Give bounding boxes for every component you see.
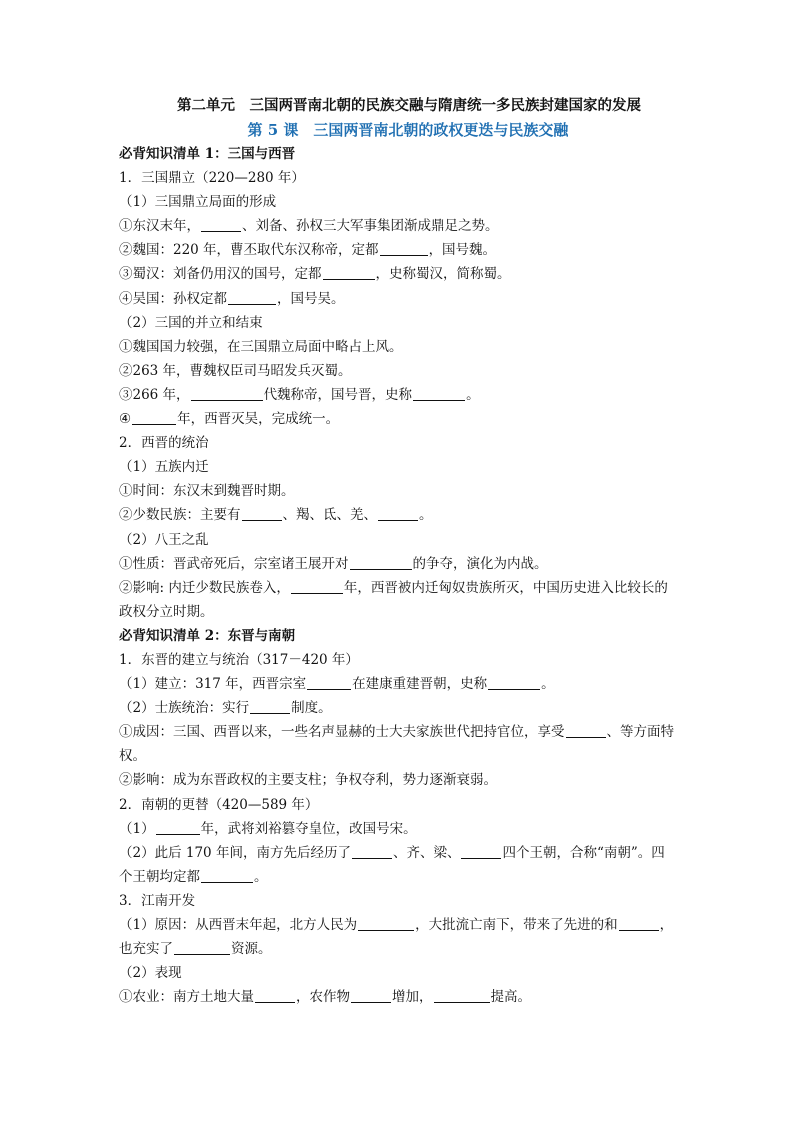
answer-blank[interactable] bbox=[380, 240, 428, 256]
answer-blank[interactable] bbox=[358, 915, 414, 931]
question-line: ②影响: 内迁少数民族卷入， 年，西晋被内迁匈奴贵族所灭，中国历史进入比较长的政权分立时期。 bbox=[119, 579, 668, 620]
subheading-eight-princes: （2）八王之乱 bbox=[119, 531, 209, 548]
answer-blank[interactable] bbox=[174, 939, 230, 955]
answer-blank[interactable] bbox=[291, 578, 343, 594]
question-line: ③蜀汉：刘备仍用汉的国号，定都 ，史称蜀汉，简称蜀。 bbox=[119, 266, 511, 283]
answer-blank[interactable] bbox=[434, 987, 490, 1003]
question-line: ②魏国：220 年，曹丕取代东汉称帝，定都 ，国号魏。 bbox=[119, 242, 497, 259]
subheading-three-kingdoms: 1．三国鼎立（220—280 年） bbox=[119, 170, 305, 187]
answer-blank[interactable] bbox=[352, 843, 392, 859]
text-line: ②263 年，曹魏权臣司马昭发兵灭蜀。 bbox=[119, 362, 352, 379]
subheading-eastern-jin: 1．东晋的建立与统治（317－420 年） bbox=[119, 651, 359, 668]
answer-blank[interactable] bbox=[619, 915, 659, 931]
lesson-title: 第 5 课 三国两晋南北朝的政权更迭与民族交融 bbox=[247, 121, 569, 139]
answer-blank[interactable] bbox=[351, 987, 391, 1003]
question-line: ①东汉末年， 、刘备、孙权三大军事集团渐成鼎足之势。 bbox=[119, 218, 499, 235]
answer-blank[interactable] bbox=[350, 554, 412, 570]
subheading-performance: （2）表现 bbox=[119, 965, 182, 982]
subheading-migration: （1）五族内迁 bbox=[119, 459, 209, 476]
answer-blank[interactable] bbox=[156, 819, 200, 835]
subheading-formation: （1）三国鼎立局面的形成 bbox=[119, 194, 277, 211]
answer-blank[interactable] bbox=[250, 698, 290, 714]
answer-blank[interactable] bbox=[413, 385, 465, 401]
text-line: ①时间：东汉末到魏晋时期。 bbox=[119, 483, 295, 500]
answer-blank[interactable] bbox=[323, 264, 375, 280]
question-line: （1） 年，武将刘裕篡夺皇位，改国号宋。 bbox=[119, 820, 417, 837]
answer-blank[interactable] bbox=[228, 289, 276, 305]
question-line: ③266 年， 代魏称帝，国号晋，史称 。 bbox=[119, 386, 480, 403]
question-line: ①农业：南方土地大量 ，农作物 增加， 提高。 bbox=[119, 989, 531, 1006]
answer-blank[interactable] bbox=[242, 505, 282, 521]
answer-blank[interactable] bbox=[488, 674, 540, 690]
question-line: ①性质：晋武帝死后，宗室诸王展开对 的争夺，演化为内战。 bbox=[119, 555, 548, 572]
subheading-coexistence: （2）三国的并立和结束 bbox=[119, 314, 263, 331]
subheading-southern-dynasties: 2．南朝的更替（420—589 年） bbox=[119, 796, 319, 813]
question-line: ④ 年，西晋灭吴，完成统一。 bbox=[119, 411, 340, 428]
answer-blank[interactable] bbox=[191, 385, 263, 401]
answer-blank[interactable] bbox=[201, 216, 241, 232]
section-heading-list2: 必背知识清单 2：东晋与南朝 bbox=[119, 627, 296, 644]
section-heading-list1: 必背知识清单 1：三国与西晋 bbox=[119, 146, 296, 162]
answer-blank[interactable] bbox=[378, 505, 418, 521]
answer-blank[interactable] bbox=[201, 867, 253, 883]
answer-blank[interactable] bbox=[461, 843, 501, 859]
question-line: （2）士族统治：实行 制度。 bbox=[119, 700, 332, 717]
question-line: ②少数民族：主要有 、羯、氐、羌、 。 bbox=[119, 507, 433, 524]
subheading-jiangnan: 3．江南开发 bbox=[119, 892, 196, 909]
answer-blank[interactable] bbox=[132, 409, 176, 425]
document-page bbox=[119, 94, 679, 1009]
text-line: ①魏国国力较强，在三国鼎立局面中略占上风。 bbox=[119, 338, 403, 355]
answer-blank[interactable] bbox=[566, 722, 606, 738]
question-line: （2）此后 170 年间，南方先后经历了 、齐、梁、 四个王朝，合称“南朝”。四个王朝均定都 。 bbox=[119, 844, 665, 885]
unit-title: 第二单元 三国两晋南北朝的民族交融与隋唐统一多民族封建国家的发展 bbox=[177, 97, 641, 114]
question-line: ①成因：三国、西晋以来，一些名声显赫的士大夫家族世代把持官位，享受 、等方面特权。 bbox=[119, 724, 674, 765]
answer-blank[interactable] bbox=[255, 987, 295, 1003]
answer-blank[interactable] bbox=[307, 674, 351, 690]
subheading-western-jin: 2．西晋的统治 bbox=[119, 435, 209, 452]
text-line: ②影响：成为东晋政权的主要支柱；争权夺利，势力逐渐衰弱。 bbox=[119, 772, 497, 789]
question-line: ④吴国：孙权定都 ，国号吴。 bbox=[119, 290, 345, 307]
question-line: （1）原因：从西晋末年起，北方人民为 ，大批流亡南下，带来了先进的和 ，也充实了 资源。 bbox=[119, 917, 674, 958]
question-line: （1）建立：317 年，西晋宗室 在建康重建晋朝，史称 。 bbox=[119, 676, 555, 693]
